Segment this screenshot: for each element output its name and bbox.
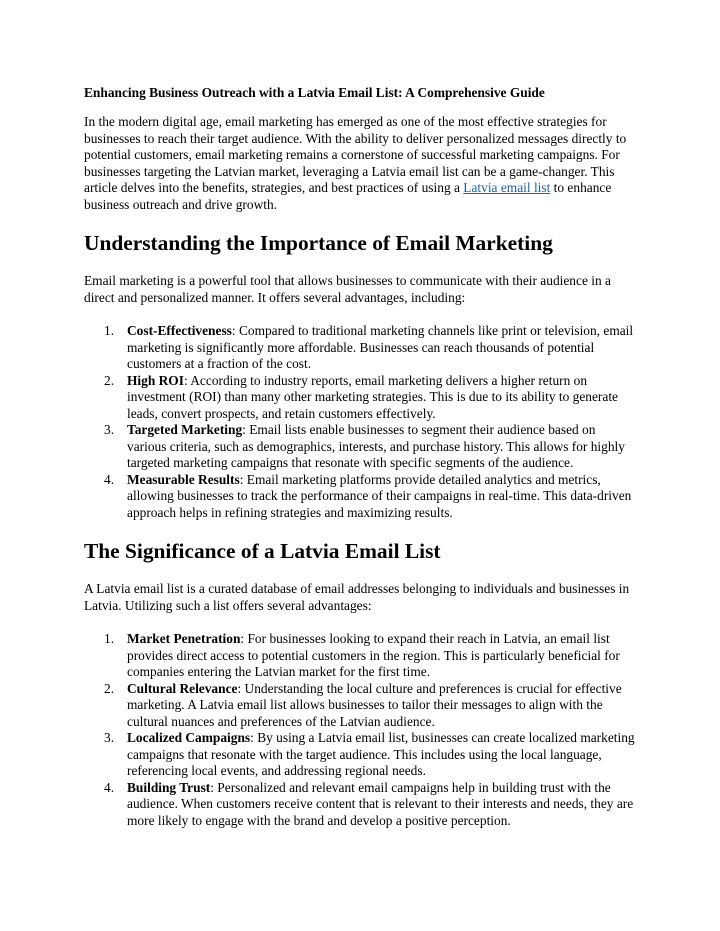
- list-number: 3.: [104, 730, 115, 745]
- list-item-text: : Personalized and relevant email campaigns help in building trust with the audience. When customers receive content that is relevant to their interests and needs, they are more likely to engage with the brand and develop a positive perception.: [127, 779, 634, 828]
- section-intro: Email marketing is a powerful tool that allows businesses to communicate with their audience in a direct and personalized manner. It offers several advantages, including:: [84, 273, 611, 305]
- list-item-text: : Compared to traditional marketing channels like print or television, email marketing is significantly more affordable. Businesses can reach thousands of potential customers at a fraction of the cost.: [127, 323, 634, 371]
- list-number: 1.: [104, 631, 115, 646]
- list-number: 4.: [104, 779, 115, 795]
- list-item-term: Cultural Relevance: [127, 680, 238, 696]
- numbered-list: [84, 323, 636, 521]
- list-item: [84, 472, 636, 522]
- list-item: [84, 730, 636, 780]
- list-item-term: Measurable Results: [127, 471, 240, 487]
- list-item: [84, 323, 636, 373]
- list-item: [84, 422, 636, 472]
- list-item-term: Targeted Marketing: [127, 422, 243, 437]
- list-item-term: Cost-Effectiveness: [127, 323, 232, 338]
- list-item-term: High ROI: [127, 372, 184, 388]
- document-page: [84, 84, 636, 829]
- list-item: [84, 373, 636, 423]
- list-item: [84, 631, 636, 681]
- list-item-text: : Understanding the local culture and preferences is crucial for effective marketing. A Latvia email list allows businesses to tailor their messages to align with the cultural nuances and preferences of the Latvian audience.: [127, 680, 622, 729]
- numbered-list: [84, 631, 636, 829]
- list-item: [84, 780, 636, 830]
- section-heading: The Significance of a Latvia Email List: [84, 539, 441, 563]
- list-item-text: : Email lists enable businesses to segment their audience based on various criteria, such as demographics, interests, and purchase history. This allows for highly targeted marketing campaigns that resonate with specific segments of the audience.: [127, 422, 625, 470]
- intro-text-after-link: to enhance business outreach and drive growth.: [84, 180, 612, 212]
- list-item-term: Localized Campaigns: [127, 730, 251, 745]
- intro-text-before-link: In the modern digital age, email marketing has emerged as one of the most effective strategies for businesses to reach their target audience. With the ability to deliver personalized messages directly to potential customers, email marketing remains a cornerstone of successful marketing campaigns. For businesses targeting the Latvian market, leveraging a Latvia email list can be a game-changer. This article delves into the benefits, strategies, and best practices of using a: [84, 114, 627, 195]
- latvia-email-list-link[interactable]: Latvia email list: [463, 180, 551, 195]
- list-item-text: : For businesses looking to expand their reach in Latvia, an email list provides direct access to potential customers in the region. This is particularly beneficial for companies entering the Latvian market for the first time.: [127, 631, 620, 679]
- document-title: Enhancing Business Outreach with a Latvia Email List: A Comprehensive Guide: [84, 85, 545, 100]
- list-number: 2.: [104, 680, 115, 696]
- list-item-text: : By using a Latvia email list, businesses can create localized marketing campaigns that resonate with the target audience. This includes using the local language, referencing local events, and addressing regional needs.: [127, 730, 635, 778]
- list-number: 3.: [104, 422, 115, 437]
- list-item-term: Building Trust: [127, 779, 211, 795]
- section-heading: Understanding the Importance of Email Marketing: [84, 231, 553, 255]
- list-item-text: : According to industry reports, email marketing delivers a higher return on investment (ROI) than many other marketing strategies. This is due to its ability to generate leads, convert prospects, and retain customers effectively.: [127, 372, 619, 421]
- list-number: 2.: [104, 372, 115, 388]
- intro-paragraph: [84, 114, 636, 213]
- list-number: 4.: [104, 471, 115, 487]
- list-item-text: : Email marketing platforms provide detailed analytics and metrics, allowing businesses to track the performance of their campaigns in real-time. This data-driven approach helps in refining strategies and maximizing results.: [127, 471, 632, 520]
- list-number: 1.: [104, 323, 115, 338]
- list-item: [84, 681, 636, 731]
- section-intro: A Latvia email list is a curated database of email addresses belonging to individuals and businesses in Latvia. Utilizing such a list offers several advantages:: [84, 581, 630, 613]
- list-item-term: Market Penetration: [127, 631, 241, 646]
